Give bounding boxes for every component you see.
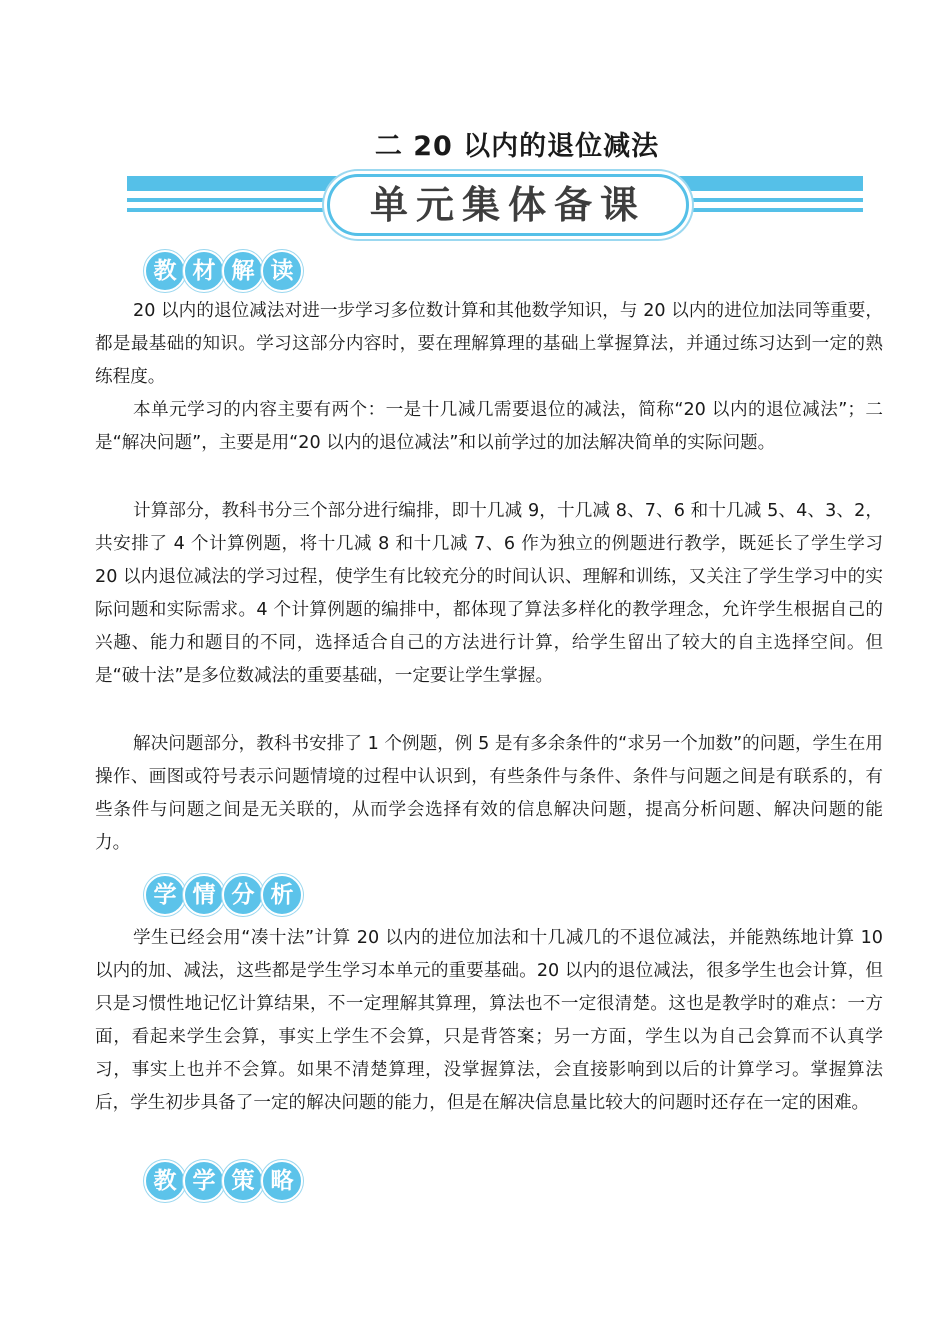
heading-char: 解 (222, 250, 264, 292)
heading-char: 析 (261, 874, 303, 916)
paragraph: 计算部分，教科书分三个部分进行编排，即十几减 9，十几减 8、7、6 和十几减 5、4、3、2，共安排了 4 个计算例题，将十几减 8 和十几减 7、6 作为独立的例题进行教学，既延长了学生学习 20 以内退位减法的学习过程，使学生有比较充分的时间认识、理解和训练，又关注了学生学习中的实际问题和实际需求。4 个计算例题的编排中，都体现了算法多样化的教学理念，允许学生根据自己的兴趣、能力和题目的不同，选择适合自己的方法进行计算，给学生留出了较大的自主选择空间。但是“破十法”是多位数减法的重要基础，一定要让学生掌握。 (95, 501, 883, 686)
heading-char: 分 (222, 874, 264, 916)
paragraph: 本单元学习的内容主要有两个：一是十几减几需要退位的减法，简称“20 以内的退位减法”；二是“解决问题”，主要是用“20 以内的退位减法”和以前学过的加法解决简单的实际问题。 (95, 400, 883, 453)
heading-char: 学 (183, 1160, 225, 1202)
paragraph: 解决问题部分，教科书安排了 1 个例题，例 5 是有多余条件的“求另一个加数”的问题，学生在用操作、画图或符号表示问题情境的过程中认识到，有些条件与条件、条件与问题之间是有联系的，有些条件与问题之间是无关联的，从而学会选择有效的信息解决问题，提高分析问题、解决问题的能力。 (95, 734, 883, 853)
heading-char: 教 (144, 250, 186, 292)
section-heading-student-analysis (144, 874, 300, 914)
heading-char: 略 (261, 1160, 303, 1202)
heading-char: 教 (144, 1160, 186, 1202)
heading-char: 材 (183, 250, 225, 292)
heading-char: 策 (222, 1160, 264, 1202)
section-heading-textbook-reading (144, 250, 300, 290)
page-title: 二 20 以内的退位减法 (374, 131, 660, 162)
paragraph: 20 以内的退位减法对进一步学习多位数计算和其他数学知识，与 20 以内的进位加法同等重要，都是最基础的知识。学习这部分内容时，要在理解算理的基础上掌握算法，并通过练习达到一定的熟练程度。 (95, 301, 883, 387)
section-heading-teaching-strategy (144, 1160, 300, 1200)
heading-char: 读 (261, 250, 303, 292)
heading-char: 情 (183, 874, 225, 916)
paragraph: 学生已经会用“凑十法”计算 20 以内的进位加法和十几减几的不退位减法，并能熟练地计算 10 以内的加、减法，这些都是学生学习本单元的重要基础。20 以内的退位减法，很多学生也会计算，但只是习惯性地记忆计算结果，不一定理解其算理，算法也不一定很清楚。这也是教学时的难点：一方面，看起来学生会算，事实上学生不会算，只是背答案；另一方面，学生以为自己会算而不认真学习，事实上也并不会算。如果不清楚算理，没掌握算法，会直接影响到以后的计算学习。掌握算法后，学生初步具备了一定的解决问题的能力，但是在解决信息量比较大的问题时还存在一定的困难。 (95, 928, 883, 1113)
banner-title: 单元集体备课 (327, 174, 689, 236)
unit-banner (127, 174, 863, 240)
heading-char: 学 (144, 874, 186, 916)
